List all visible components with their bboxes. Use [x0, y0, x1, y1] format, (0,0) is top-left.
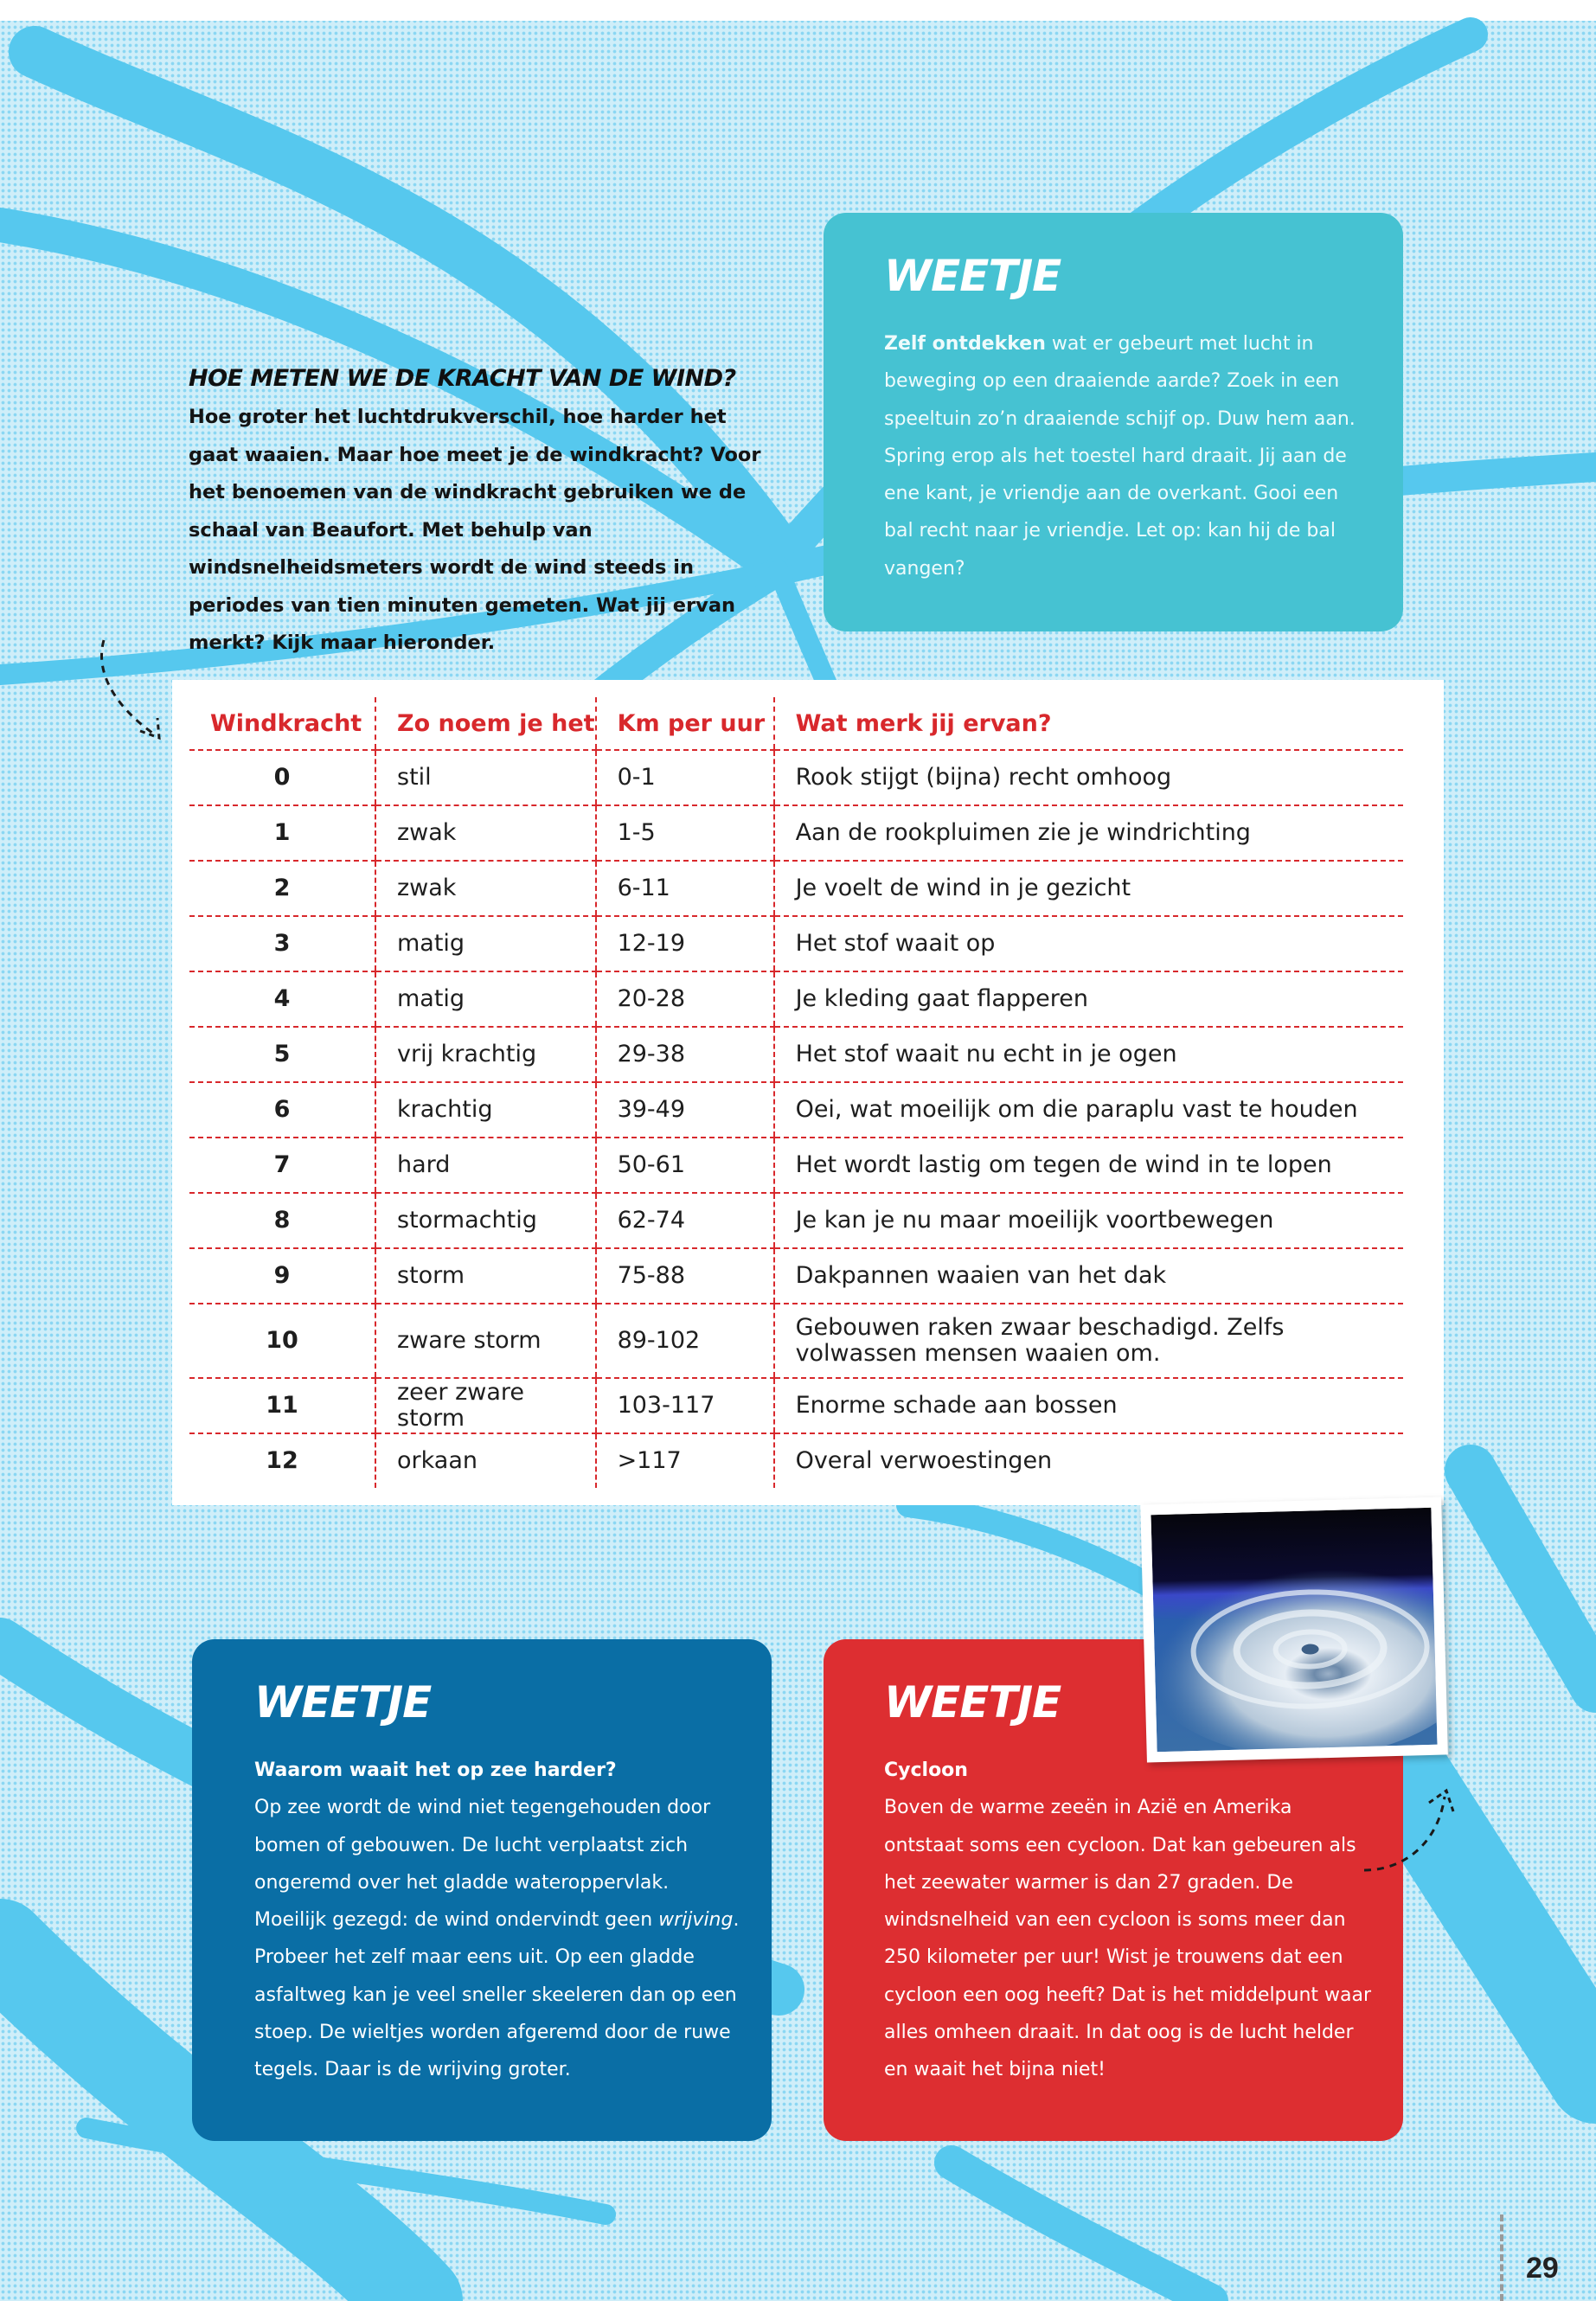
table-row: [189, 1082, 1403, 1138]
weetje-title: WEETJE: [884, 251, 1061, 301]
page-number-rule: [1500, 2214, 1507, 2301]
cell-name: zwak: [375, 805, 596, 861]
weetje-title: WEETJE: [254, 1677, 432, 1727]
weetje-text-a: Op zee wordt de wind niet tegengehouden door bomen of gebouwen. De lucht verplaatst zich ongeremd over het gladde wateroppervlak. Moeilijk gezegd: de wind ondervindt geen: [254, 1797, 711, 1932]
cell-effect: Aan de rookpluimen zie je windrichting: [774, 805, 1403, 861]
cell-force: 7: [189, 1138, 375, 1193]
cell-force: 4: [189, 971, 375, 1027]
header-effect: Wat merk jij ervan?: [774, 697, 1403, 750]
cell-name: storm: [375, 1248, 596, 1304]
weetje-box-discover: [824, 213, 1403, 631]
page-number: 29: [1526, 2252, 1559, 2285]
cell-effect: Je kleding gaat flapperen: [774, 971, 1403, 1027]
cell-force: 3: [189, 916, 375, 971]
intro-section: [189, 365, 777, 663]
cell-effect: Rook stijgt (bijna) recht omhoog: [774, 750, 1403, 805]
cell-effect: Het stof waait nu echt in je ogen: [774, 1027, 1403, 1082]
cyclone-photo: [1140, 1497, 1448, 1762]
cell-force: 12: [266, 1447, 298, 1474]
table-row: [189, 750, 1403, 805]
weetje-body: [254, 1789, 740, 2088]
table-row: [189, 1378, 1403, 1433]
cell-name: zware storm: [375, 1304, 596, 1378]
cell-effect: Gebouwen raken zwaar beschadigd. Zelfs volwassen mensen waaien om.: [774, 1304, 1403, 1378]
weetje-body: Boven de warme zeeën in Azië en Amerika ontstaat soms een cycloon. Dat kan gebeuren als het zeewater warmer is dan 27 graden. De windsnelheid van een cycloon is soms meer dan 250 kilometer per uur! Wist je trouwens dat een cycloon een oog heeft? Dat is het middelpunt waar alles omheen draait. In dat oog is de lucht helder en waait het bijna niet!: [884, 1797, 1372, 2081]
beaufort-scale-table: [189, 697, 1403, 1488]
table-header-row: [189, 697, 1403, 750]
weetje-text-emphasis: wrijving: [658, 1909, 734, 1932]
table-row: [189, 1304, 1403, 1378]
cell-force: 1: [189, 805, 375, 861]
header-kmh: Km per uur: [596, 697, 774, 750]
weetje-text: wat er gebeurt met lucht in beweging op een draaiende aarde? Zoek in een speeltuin zo’n draaiende schijf op. Duw hem aan. Spring erop als het toestel hard draait. Jij aan de ene kant, je vriendje aan de overkant. Gooi een bal recht naar je vriendje. Let op: kan hij de bal vangen?: [884, 333, 1356, 580]
weetje-lead-text: Cycloon: [884, 1759, 968, 1781]
cell-kmh: 75-88: [596, 1248, 774, 1304]
weetje-box-sea: [192, 1639, 772, 2141]
cell-force: 2: [189, 861, 375, 916]
table-row: [189, 1433, 1403, 1488]
cell-force: 9: [189, 1248, 375, 1304]
cell-kmh: 6-11: [596, 861, 774, 916]
cell-force: 10: [189, 1304, 375, 1378]
curved-arrow-icon: [95, 636, 173, 748]
cell-force: 8: [189, 1193, 375, 1248]
cell-force: 5: [189, 1027, 375, 1082]
cell-force: 0: [189, 750, 375, 805]
cell-effect: Overal verwoestingen: [774, 1433, 1403, 1488]
cell-name: zeer zware storm: [375, 1378, 596, 1433]
cell-kmh: 89-102: [596, 1304, 774, 1378]
beaufort-table-panel: [172, 680, 1444, 1505]
table-row: [189, 916, 1403, 971]
cell-name: krachtig: [375, 1082, 596, 1138]
cell-name: matig: [375, 971, 596, 1027]
intro-heading: HOE METEN WE DE KRACHT VAN DE WIND?: [189, 365, 736, 392]
table-row: [189, 1193, 1403, 1248]
weetje-text-b: . Probeer het zelf maar eens uit. Op een gladde asfaltweg kan je veel sneller skeeleren dan op een stoep. De wieltjes worden afgeremd door de ruwe tegels. Daar is de wrijving groter.: [254, 1909, 740, 2081]
cell-force: 11: [189, 1378, 375, 1433]
cell-name: matig: [375, 916, 596, 971]
weetje-body: [884, 325, 1372, 587]
cell-name: stil: [375, 750, 596, 805]
cell-kmh: 62-74: [596, 1193, 774, 1248]
table-row: [189, 861, 1403, 916]
cell-name: orkaan: [375, 1433, 596, 1488]
cell-kmh: >117: [596, 1433, 774, 1488]
weetje-lead: [254, 1752, 740, 1789]
table-row: [189, 1248, 1403, 1304]
cell-effect: Dakpannen waaien van het dak: [774, 1248, 1403, 1304]
table-row: [189, 1138, 1403, 1193]
cell-kmh: 0-1: [596, 750, 774, 805]
table-row: [189, 805, 1403, 861]
cell-name: vrij krachtig: [375, 1027, 596, 1082]
cell-effect: Je kan je nu maar moeilijk voortbewegen: [774, 1193, 1403, 1248]
cell-effect: Oei, wat moeilijk om die paraplu vast te houden: [774, 1082, 1403, 1138]
header-name: Zo noem je het: [375, 697, 596, 750]
cell-effect: Enorme schade aan bossen: [774, 1378, 1403, 1433]
cell-effect: Het wordt lastig om tegen de wind in te lopen: [774, 1138, 1403, 1193]
cell-kmh: 29-38: [596, 1027, 774, 1082]
intro-body: Hoe groter het luchtdrukverschil, hoe harder het gaat waaien. Maar hoe meet je de windkracht? Voor het benoemen van de windkracht gebruiken we de schaal van Beaufort. Met behulp van windsnelheidsmeters wordt de wind steeds in periodes van tien minuten gemeten. Wat jij ervan merkt? Kijk maar hieronder.: [189, 406, 761, 654]
cell-kmh: 12-19: [596, 916, 774, 971]
weetje-lead-text: Waarom waait het op zee harder?: [254, 1759, 617, 1781]
cell-force: 6: [189, 1082, 375, 1138]
weetje-lead: Zelf ontdekken: [884, 333, 1046, 355]
cell-effect: Je voelt de wind in je gezicht: [774, 861, 1403, 916]
cell-name: stormachtig: [375, 1193, 596, 1248]
curved-arrow-icon: [1360, 1784, 1455, 1879]
cell-effect: Het stof waait op: [774, 916, 1403, 971]
header-windkracht: Windkracht: [189, 697, 375, 750]
cyclone-satellite-image: [1151, 1508, 1437, 1752]
table-row: [189, 971, 1403, 1027]
cell-kmh: 20-28: [596, 971, 774, 1027]
cell-kmh: 50-61: [596, 1138, 774, 1193]
weetje-title: WEETJE: [884, 1677, 1061, 1727]
cell-kmh: 103-117: [596, 1378, 774, 1433]
cell-name: zwak: [375, 861, 596, 916]
cell-kmh: 39-49: [596, 1082, 774, 1138]
table-row: [189, 1027, 1403, 1082]
cell-kmh: 1-5: [596, 805, 774, 861]
cell-name: hard: [375, 1138, 596, 1193]
